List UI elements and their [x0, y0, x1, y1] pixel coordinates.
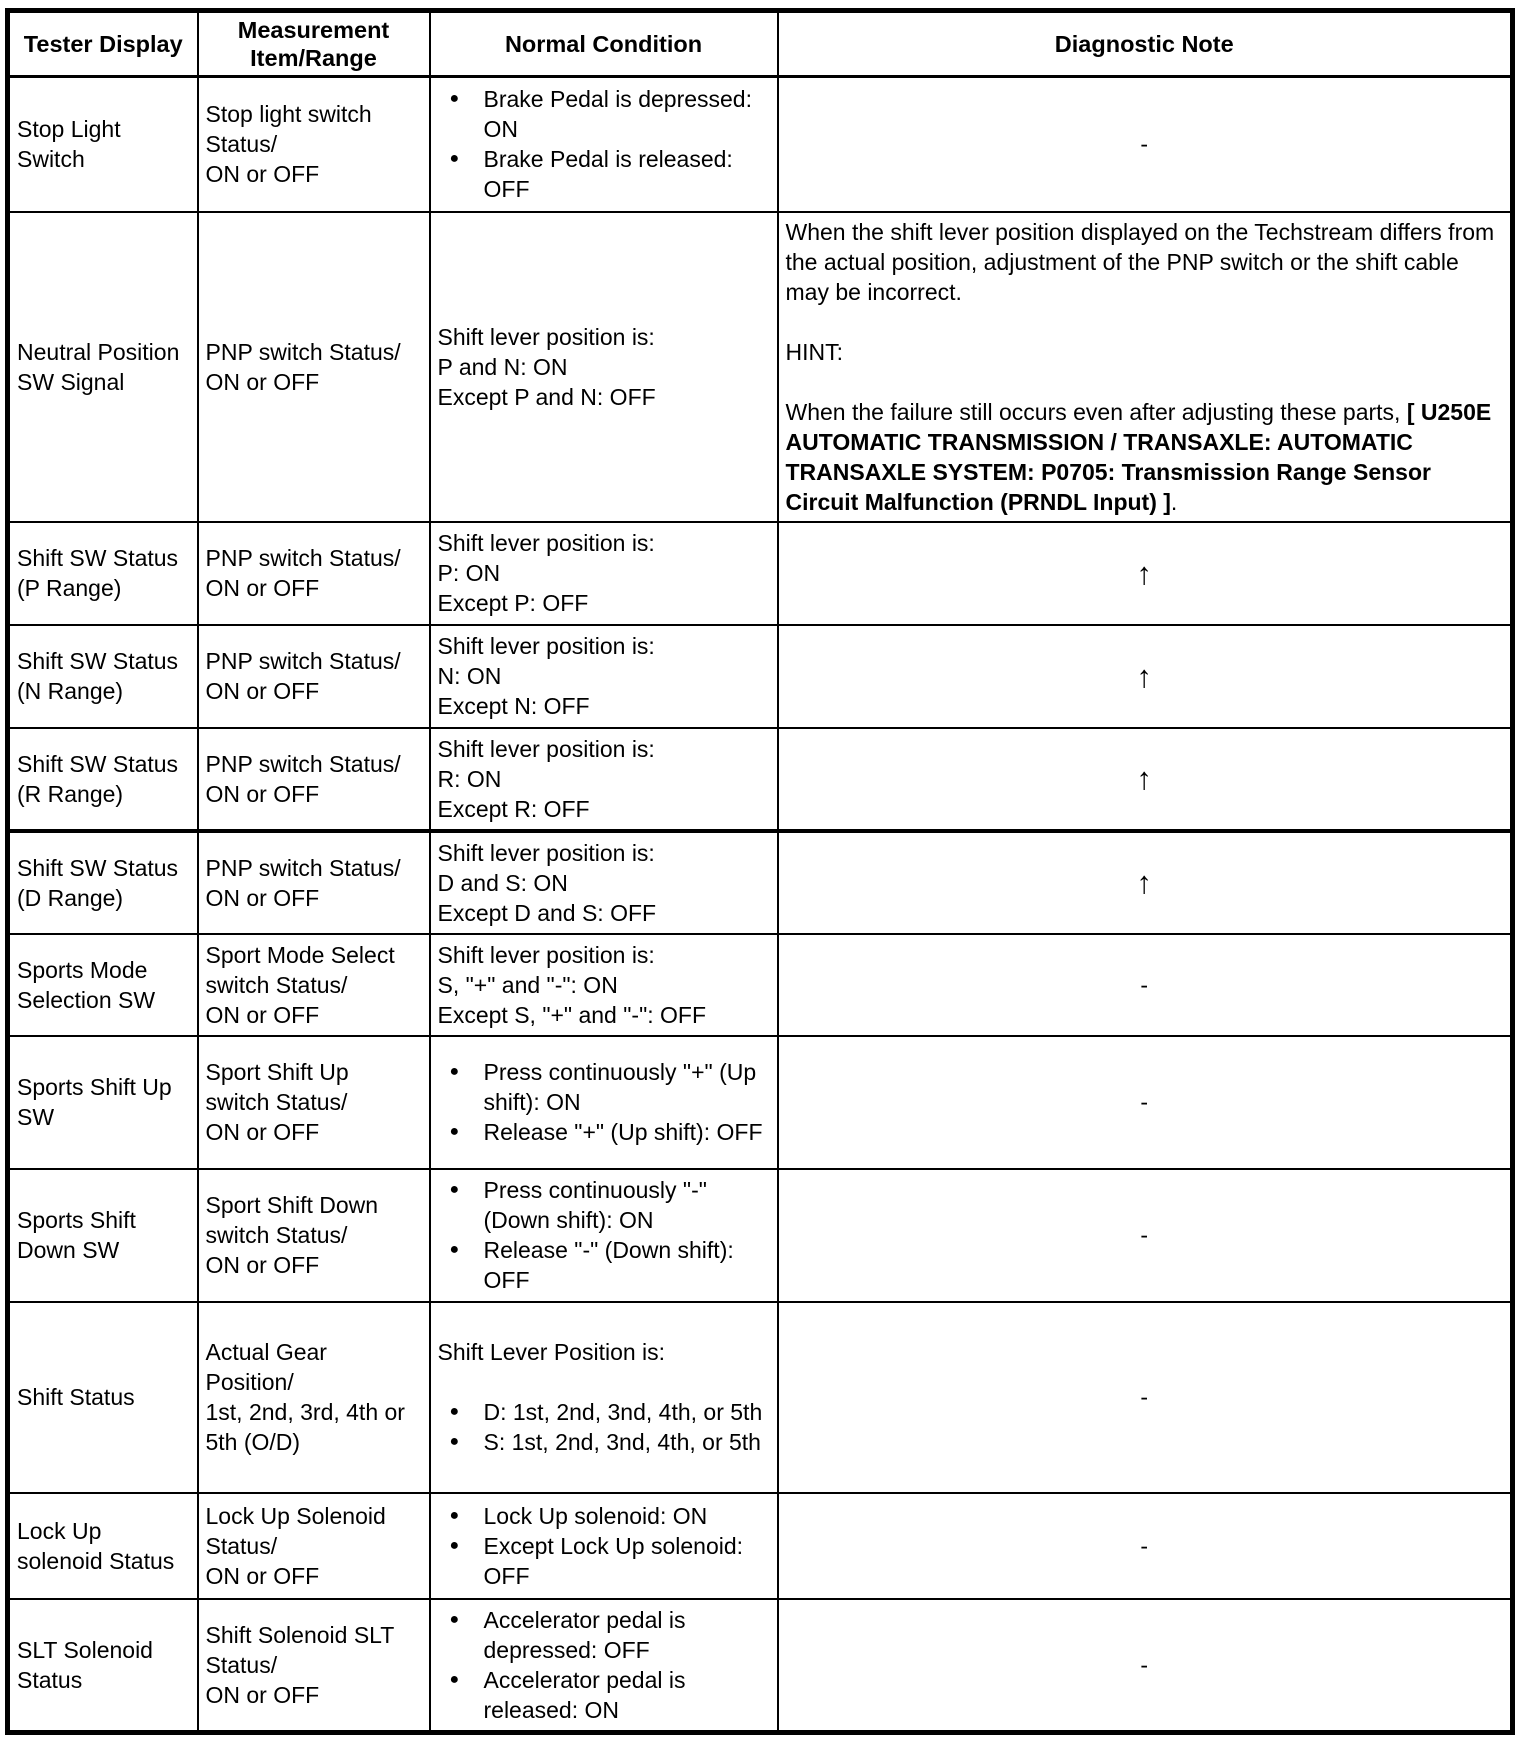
tester-display-cell — [8, 625, 198, 728]
bullet-list-item — [438, 1427, 770, 1457]
bullet-list-item — [438, 144, 770, 204]
measurement-item-cell — [198, 522, 430, 625]
text-line: Switch — [17, 146, 85, 173]
diagnostic-note-cell — [778, 1302, 1513, 1493]
note-paragraph — [786, 337, 1504, 367]
bullet-text: Brake Pedal is released: OFF — [483, 146, 733, 203]
col-header-tester-display: Tester Display — [8, 11, 198, 77]
text-line: Status/ — [205, 1651, 278, 1678]
text-line: Neutral Position — [17, 338, 180, 365]
text-line: 5th (O/D) — [205, 1429, 301, 1455]
bullet-text: Lock Up solenoid: ON — [483, 1502, 708, 1529]
diagnostic-note-cell — [778, 625, 1513, 728]
text-line: ON or OFF — [205, 884, 320, 911]
text-line: Shift Status — [17, 1384, 135, 1410]
bullet-icon: ● — [449, 1063, 460, 1080]
bullet-icon: ● — [449, 1181, 460, 1198]
tester-display-cell — [8, 934, 198, 1036]
bullet-text: Except Lock Up solenoid: OFF — [483, 1532, 744, 1589]
text-line: Lock Up Solenoid — [205, 1502, 386, 1529]
bullet-list-item — [438, 1531, 770, 1591]
text-line: Sport Mode Select — [205, 941, 395, 968]
text-line: ON or OFF — [205, 1562, 320, 1589]
measurement-item-cell — [198, 1302, 430, 1493]
text-line: (D Range) — [17, 884, 124, 911]
text-line: ON or OFF — [205, 1119, 320, 1145]
header-row — [8, 11, 1513, 77]
bullet-text: Accelerator pedal is depressed: OFF — [483, 1606, 686, 1663]
text-line: Except S, "+" and "-": OFF — [437, 1001, 706, 1028]
text-line: SW — [17, 1104, 55, 1130]
text-line: Shift SW Status — [17, 545, 179, 571]
text-line: Sports Shift Up — [17, 1074, 172, 1100]
text-line: Except P and N: OFF — [437, 383, 656, 410]
table-row — [8, 1036, 1513, 1169]
condition-intro: Shift Lever Position is: — [437, 1339, 666, 1365]
normal-condition-cell — [430, 1036, 778, 1169]
text-line: (N Range) — [17, 678, 124, 704]
text-line: Shift SW Status — [17, 648, 179, 674]
no-note-dash: - — [1140, 1222, 1149, 1248]
bullet-text: Release "+" (Up shift): OFF — [483, 1119, 763, 1145]
bullet-list-item — [438, 1117, 770, 1147]
text-line: Stop light switch — [205, 101, 372, 128]
tester-display-cell — [8, 1036, 198, 1169]
text-line: Shift lever position is: — [437, 323, 655, 350]
text-line: Status — [17, 1666, 83, 1693]
normal-condition-cell — [430, 1302, 778, 1493]
normal-condition-cell — [430, 1169, 778, 1302]
normal-condition-cell — [430, 77, 778, 212]
text-line: N: ON — [437, 663, 502, 689]
same-as-above-arrow: ↑ — [1136, 658, 1152, 694]
tester-display-cell — [8, 728, 198, 831]
table-row — [8, 934, 1513, 1036]
measurement-item-cell — [198, 1169, 430, 1302]
text-line: PNP switch Status/ — [205, 545, 401, 571]
text-line: Down SW — [17, 1237, 120, 1263]
bullet-text: Brake Pedal is depressed: ON — [483, 86, 752, 143]
text-line: Shift lever position is: — [437, 941, 655, 968]
bullet-icon: ● — [449, 150, 460, 168]
same-as-above-arrow: ↑ — [1136, 761, 1152, 796]
col-header-diagnostic-note: Diagnostic Note — [778, 11, 1513, 77]
table-row — [8, 212, 1513, 522]
bullet-icon: ● — [449, 90, 460, 108]
bullet-list-item — [438, 84, 770, 144]
same-as-above-arrow: ↑ — [1136, 555, 1152, 591]
text-line: Shift lever position is: — [437, 735, 655, 762]
normal-condition-cell — [430, 1493, 778, 1599]
text-line: Shift Solenoid SLT — [205, 1621, 395, 1648]
bullet-icon: ● — [449, 1670, 460, 1688]
col-header-normal-condition: Normal Condition — [430, 11, 778, 77]
text-line: Shift SW Status — [17, 854, 179, 881]
no-note-dash: - — [1140, 131, 1149, 158]
text-line: ON or OFF — [205, 1252, 320, 1278]
bullet-icon: ● — [449, 1433, 460, 1450]
text-line: ON or OFF — [205, 161, 320, 188]
bullet-text: Press continuously "+" (Up shift): ON — [483, 1059, 757, 1115]
table-row — [8, 728, 1513, 831]
diagnostic-note-cell — [778, 934, 1513, 1036]
tester-display-cell — [8, 77, 198, 212]
text-line: solenoid Status — [17, 1547, 175, 1574]
text-line: ON or OFF — [205, 575, 320, 601]
tester-display-cell — [8, 522, 198, 625]
bullet-text: Press continuously "-" (Down shift): ON — [483, 1177, 707, 1233]
text-line: Position/ — [205, 1369, 294, 1395]
no-note-dash: - — [1140, 1089, 1149, 1115]
diagnostic-note-cell — [778, 212, 1513, 522]
diagnostic-note-cell — [778, 522, 1513, 625]
measurement-item-cell — [198, 77, 430, 212]
text-line: PNP switch Status/ — [205, 338, 401, 365]
bullet-list-item — [438, 1057, 770, 1117]
note-text-segment: When the shift lever position displayed on the Techstream differs from the actual position, adjustment of the PNP switch or the shift cable may be incorrect. — [785, 218, 1495, 305]
table-row — [8, 77, 1513, 212]
bullet-icon: ● — [449, 1403, 460, 1420]
table-row — [8, 1302, 1513, 1493]
diagnostic-note-cell — [778, 77, 1513, 212]
table-row — [8, 1169, 1513, 1302]
diagnostic-note-cell — [778, 1599, 1513, 1733]
text-line: Shift lever position is: — [437, 530, 655, 556]
text-line: PNP switch Status/ — [205, 750, 401, 777]
table-row — [8, 831, 1513, 934]
diagnostic-note-cell — [778, 1169, 1513, 1302]
no-note-dash: - — [1140, 1532, 1149, 1559]
text-line: Sports Shift — [17, 1207, 136, 1233]
text-line: switch Status/ — [205, 971, 348, 998]
bullet-icon: ● — [449, 1506, 460, 1524]
diagnostic-note-cell — [778, 728, 1513, 831]
table-row — [8, 1599, 1513, 1733]
text-line: Sports Mode — [17, 956, 148, 983]
tester-display-cell — [8, 831, 198, 934]
measurement-item-cell — [198, 1599, 430, 1733]
normal-condition-cell — [430, 934, 778, 1036]
note-paragraph — [786, 217, 1504, 307]
text-line: Shift lever position is: — [437, 839, 655, 866]
note-text-segment: . — [1170, 488, 1178, 515]
text-line: Except D and S: OFF — [437, 899, 657, 926]
bullet-list-item — [438, 1397, 770, 1427]
bullet-text: S: 1st, 2nd, 3nd, 4th, or 5th — [483, 1429, 761, 1455]
bullet-text: D: 1st, 2nd, 3nd, 4th, or 5th — [483, 1399, 763, 1425]
text-line: Status/ — [205, 1532, 278, 1559]
measurement-item-cell — [198, 1036, 430, 1169]
bullet-list-item — [438, 1235, 770, 1295]
text-line: SW Signal — [17, 368, 125, 395]
text-line: Except N: OFF — [437, 693, 590, 719]
text-line: Shift SW Status — [17, 750, 179, 777]
normal-condition-cell — [430, 831, 778, 934]
no-note-dash: - — [1140, 971, 1149, 998]
diagnostic-note-cell — [778, 1493, 1513, 1599]
measurement-item-cell — [198, 728, 430, 831]
bullet-icon: ● — [449, 1123, 460, 1140]
note-text-segment: When the failure still occurs even after adjusting these parts, — [785, 398, 1407, 425]
table-body — [8, 77, 1513, 1733]
diagnostic-data-table — [5, 8, 1515, 1735]
text-line: 1st, 2nd, 3rd, 4th or — [205, 1399, 405, 1425]
text-line: PNP switch Status/ — [205, 854, 401, 881]
note-text-segment: HINT: — [785, 338, 843, 365]
table-row — [8, 1493, 1513, 1599]
bullet-icon: ● — [449, 1610, 460, 1628]
tester-display-cell — [8, 212, 198, 522]
measurement-item-cell — [198, 831, 430, 934]
text-line: Sport Shift Up — [205, 1059, 349, 1085]
bullet-text: Release "-" (Down shift): OFF — [483, 1237, 734, 1293]
table-header — [8, 11, 1513, 77]
bullet-icon: ● — [449, 1241, 460, 1258]
normal-condition-cell — [430, 1599, 778, 1733]
text-line: ON or OFF — [205, 780, 320, 807]
bullet-list-item — [438, 1605, 770, 1665]
table-row — [8, 522, 1513, 625]
tester-display-cell — [8, 1302, 198, 1493]
bullet-text: Accelerator pedal is released: ON — [483, 1666, 686, 1723]
normal-condition-cell — [430, 728, 778, 831]
diagnostic-note-cell — [778, 1036, 1513, 1169]
text-line: PNP switch Status/ — [205, 648, 401, 674]
no-note-dash: - — [1140, 1384, 1149, 1410]
text-line: switch Status/ — [205, 1089, 348, 1115]
text-line: S, "+" and "-": ON — [437, 971, 618, 998]
text-line: Lock Up — [17, 1517, 102, 1544]
text-line: ON or OFF — [205, 368, 320, 395]
text-line: R: ON — [437, 765, 502, 792]
text-line: ON or OFF — [205, 678, 320, 704]
tester-display-cell — [8, 1169, 198, 1302]
text-line: Stop Light — [17, 116, 121, 143]
bullet-list-item — [438, 1501, 770, 1531]
text-line: D and S: ON — [437, 869, 568, 896]
text-line: Except P: OFF — [437, 590, 589, 616]
table-row — [8, 625, 1513, 728]
tester-display-cell — [8, 1599, 198, 1733]
same-as-above-arrow: ↑ — [1136, 865, 1152, 900]
col-header-measurement-item-range: Measurement Item/Range — [198, 11, 430, 77]
measurement-item-cell — [198, 1493, 430, 1599]
note-paragraph — [786, 397, 1504, 517]
diagnostic-note-cell — [778, 831, 1513, 934]
tester-display-cell — [8, 1493, 198, 1599]
text-line: (P Range) — [17, 575, 122, 601]
bullet-icon: ● — [449, 1536, 460, 1554]
text-line: Except R: OFF — [437, 795, 590, 822]
normal-condition-cell — [430, 522, 778, 625]
text-line: Status/ — [205, 131, 278, 158]
text-line: P: ON — [437, 560, 501, 586]
normal-condition-cell — [430, 625, 778, 728]
text-line: (R Range) — [17, 780, 124, 807]
text-line: Selection SW — [17, 986, 156, 1013]
measurement-item-cell — [198, 212, 430, 522]
text-line: ON or OFF — [205, 1001, 320, 1028]
normal-condition-cell — [430, 212, 778, 522]
note-text-segment: [ U250E AUTOMATIC TRANSMISSION / TRANSAXLE: AUTOMATIC TRANSAXLE SYSTEM: P0705: Transmission Range Sensor Circuit Malfunction (PRNDL Input) ] — [785, 398, 1492, 515]
text-line: Actual Gear — [205, 1339, 327, 1365]
text-line: ON or OFF — [205, 1681, 320, 1708]
text-line: switch Status/ — [205, 1222, 348, 1248]
bullet-list-item — [438, 1665, 770, 1725]
no-note-dash: - — [1140, 1651, 1149, 1678]
text-line: P and N: ON — [437, 353, 568, 380]
measurement-item-cell — [198, 625, 430, 728]
text-line: SLT Solenoid — [17, 1636, 153, 1663]
text-line: Sport Shift Down — [205, 1192, 379, 1218]
measurement-item-cell — [198, 934, 430, 1036]
text-line: Shift lever position is: — [437, 633, 655, 659]
bullet-list-item — [438, 1175, 770, 1235]
